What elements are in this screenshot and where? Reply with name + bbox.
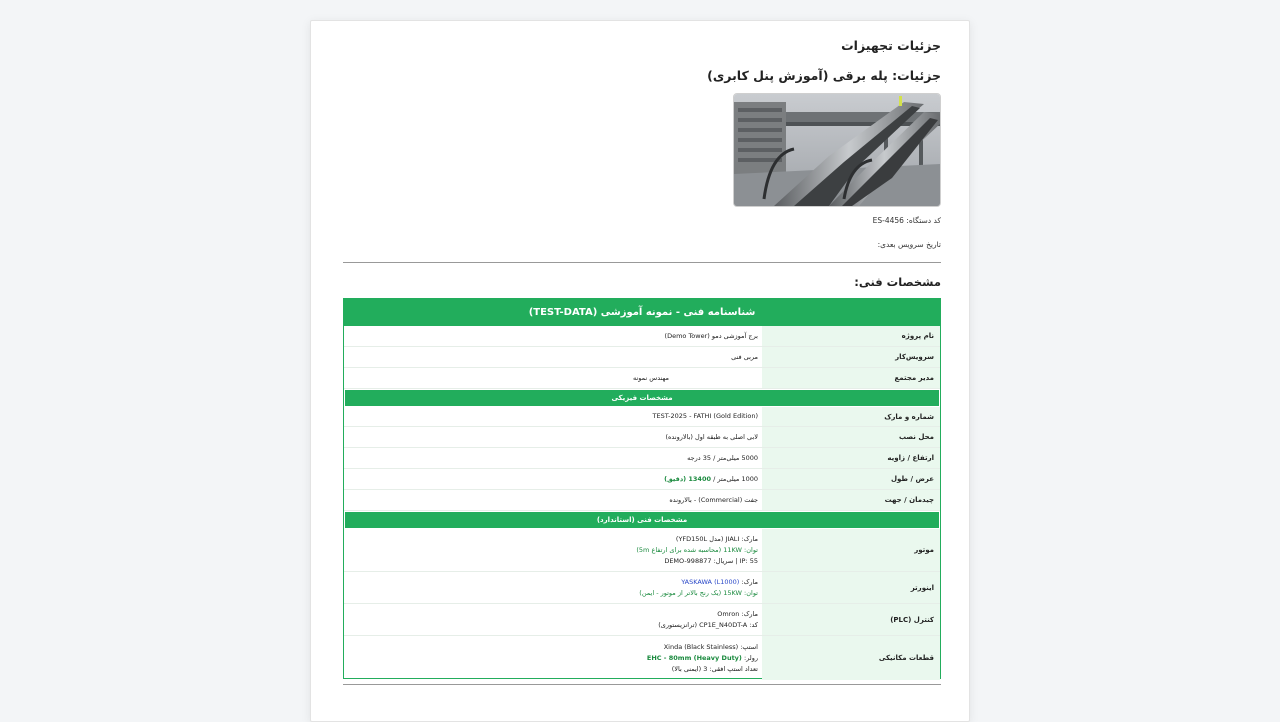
row-label: مدیر مجتمع — [762, 368, 940, 388]
plc-code: کد: CP1E_N40DT-A (ترانزیستوری) — [658, 620, 758, 629]
row-value — [344, 572, 762, 603]
width-text: 1000 میلی‌متر / — [711, 474, 758, 483]
row-value: برج آموزشی دمو (Demo Tower) — [664, 331, 758, 340]
roller-prefix: رولر: — [741, 653, 758, 662]
row-label: شماره و مارک — [762, 407, 940, 426]
spec-row-plc — [344, 604, 940, 636]
row-label: سرویس‌کار — [762, 347, 940, 367]
inverter-brand: YASKAWA (L1000) — [681, 577, 740, 586]
physical-section-header: مشخصات فیزیکی — [345, 390, 939, 406]
roller-value: EHC - 80mm (Heavy Duty) — [646, 653, 742, 662]
divider — [343, 684, 941, 685]
motor-power: توان: 11KW (محاسبه شده برای ارتفاع 5m) — [636, 545, 758, 554]
spec-row-serial — [344, 407, 940, 427]
row-label: عرض / طول — [762, 469, 940, 489]
spec-row-manager — [344, 368, 940, 389]
next-service-date: تاریخ سرویس بعدی: — [877, 240, 941, 249]
plc-brand: مارک: Omron — [717, 609, 758, 618]
row-value — [344, 469, 762, 489]
row-value: مربی فنی — [731, 352, 758, 361]
step-brand: استپ: Xinda (Black Stainless) — [663, 642, 758, 651]
row-value: TEST-2025 - FATHI (Gold Edition) — [652, 412, 758, 420]
spec-table-header: شناسنامه فنی - نمونه آموزشی (TEST-DATA) — [344, 299, 940, 326]
row-label: موتور — [762, 529, 940, 571]
row-label: چیدمان / جهت — [762, 490, 940, 510]
row-value: مهندس نمونه — [632, 373, 670, 382]
motor-brand: مارک: JIALI (مدل YFD150L) — [675, 534, 758, 543]
spec-section-title: مشخصات فنی: — [854, 275, 941, 289]
spec-table — [343, 298, 941, 679]
row-label: اینورتر — [762, 572, 940, 603]
motor-serial: IP: 55 | سریال: DEMO-998877 — [664, 556, 758, 565]
spec-row-height-angle — [344, 448, 940, 469]
row-label: ارتفاع / زاویه — [762, 448, 940, 468]
length-highlight: 13400 (دقیق) — [664, 474, 712, 483]
row-value — [344, 604, 762, 635]
spec-row-location — [344, 427, 940, 448]
spec-row-inverter — [344, 572, 940, 604]
inverter-brand-prefix: مارک: — [739, 577, 758, 586]
row-value: جفت (Commercial) - بالارونده — [669, 495, 758, 504]
spec-row-mechanical — [344, 636, 940, 680]
horizontal-steps: تعداد استپ افقی: 3 (ایمنی بالا) — [671, 664, 758, 673]
escalator-photo — [733, 93, 941, 207]
row-label: قطعات مکانیکی — [762, 636, 940, 680]
spec-row-width-length — [344, 469, 940, 490]
row-value — [344, 636, 762, 680]
row-label: کنترل (PLC) — [762, 604, 940, 635]
row-value: 5000 میلی‌متر / 35 درجه — [687, 453, 758, 462]
inverter-power: توان: 15KW (یک رنج بالاتر از موتور - ایمن) — [639, 588, 758, 597]
equipment-details-card — [310, 20, 970, 722]
spec-row-layout — [344, 490, 940, 511]
detail-title: جزئیات: پله برقی (آموزش پنل کابری) — [707, 68, 941, 83]
row-label: محل نصب — [762, 427, 940, 447]
page-title: جزئیات تجهیزات — [841, 38, 941, 53]
row-value: لابی اصلی به طبقه اول (بالارونده) — [665, 432, 758, 441]
row-label: نام پروژه — [762, 326, 940, 346]
technical-section-header: مشخصات فنی (استاندارد) — [345, 512, 939, 528]
spec-row-motor — [344, 529, 940, 572]
row-value — [344, 529, 762, 571]
spec-row-project — [344, 326, 940, 347]
divider — [343, 262, 941, 263]
device-code: کد دستگاه: ES-4456 — [872, 216, 941, 225]
spec-row-technician — [344, 347, 940, 368]
